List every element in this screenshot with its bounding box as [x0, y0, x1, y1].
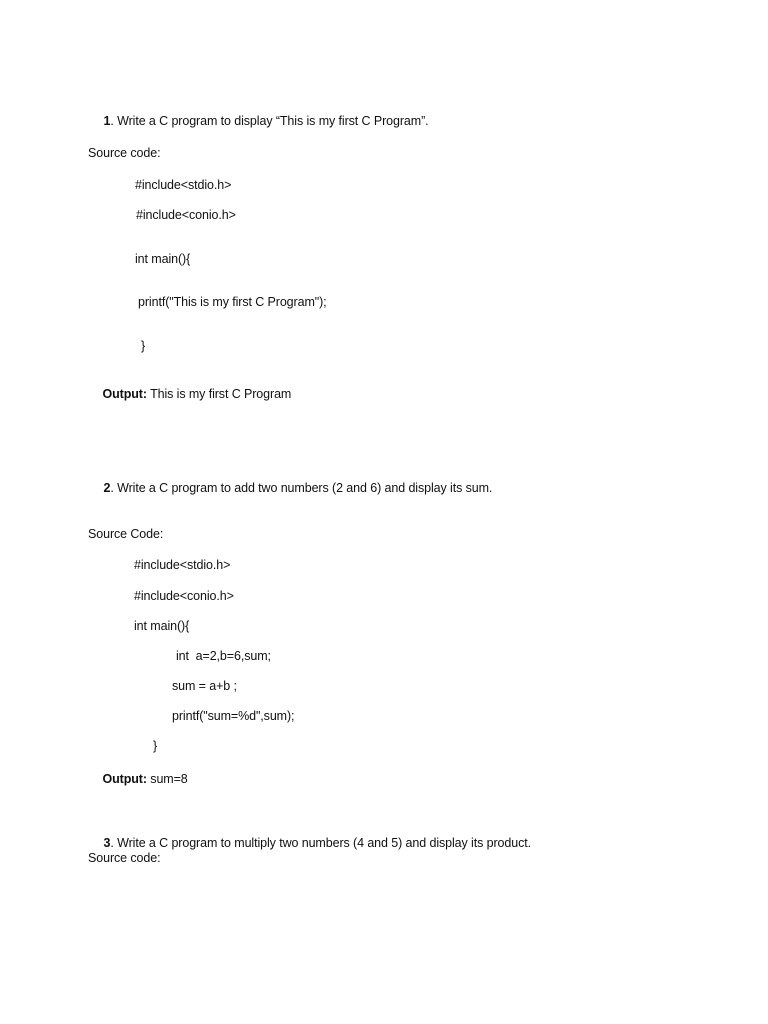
- code-line: int main(){: [135, 252, 191, 266]
- code-line: }: [153, 739, 158, 753]
- source-label: Source code:: [88, 146, 161, 160]
- code-line: #include<conio.h>: [134, 589, 234, 603]
- code-line: printf("sum=%d",sum);: [172, 709, 295, 723]
- question-text: . Write a C program to add two numbers (2 and 6) and display its sum.: [110, 481, 493, 495]
- code-line: int main(){: [134, 619, 190, 633]
- question-text: . Write a C program to display “This is my first C Program”.: [110, 114, 429, 128]
- question-2: [90, 464, 492, 512]
- output-value: This is my first C Program: [146, 387, 292, 401]
- question-number: 1: [103, 114, 111, 128]
- output-label: Output:: [102, 772, 147, 786]
- code-line: printf("This is my first C Program");: [138, 295, 327, 309]
- question-1: [90, 97, 429, 145]
- code-line: }: [141, 339, 146, 353]
- code-line: #include<stdio.h>: [134, 558, 231, 572]
- output-line: [89, 755, 188, 803]
- code-line: #include<conio.h>: [136, 208, 236, 222]
- source-label: Source Code:: [88, 527, 164, 541]
- source-label: Source code:: [88, 851, 161, 865]
- question-number: 3: [103, 836, 111, 850]
- code-line: int a=2,b=6,sum;: [176, 649, 271, 663]
- question-text: . Write a C program to multiply two numbers (4 and 5) and display its product.: [110, 836, 531, 850]
- output-value: sum=8: [146, 772, 188, 786]
- output-line: [89, 370, 291, 418]
- code-line: #include<stdio.h>: [135, 178, 232, 192]
- question-number: 2: [103, 481, 111, 495]
- code-line: sum = a+b ;: [172, 679, 237, 693]
- output-label: Output:: [102, 387, 147, 401]
